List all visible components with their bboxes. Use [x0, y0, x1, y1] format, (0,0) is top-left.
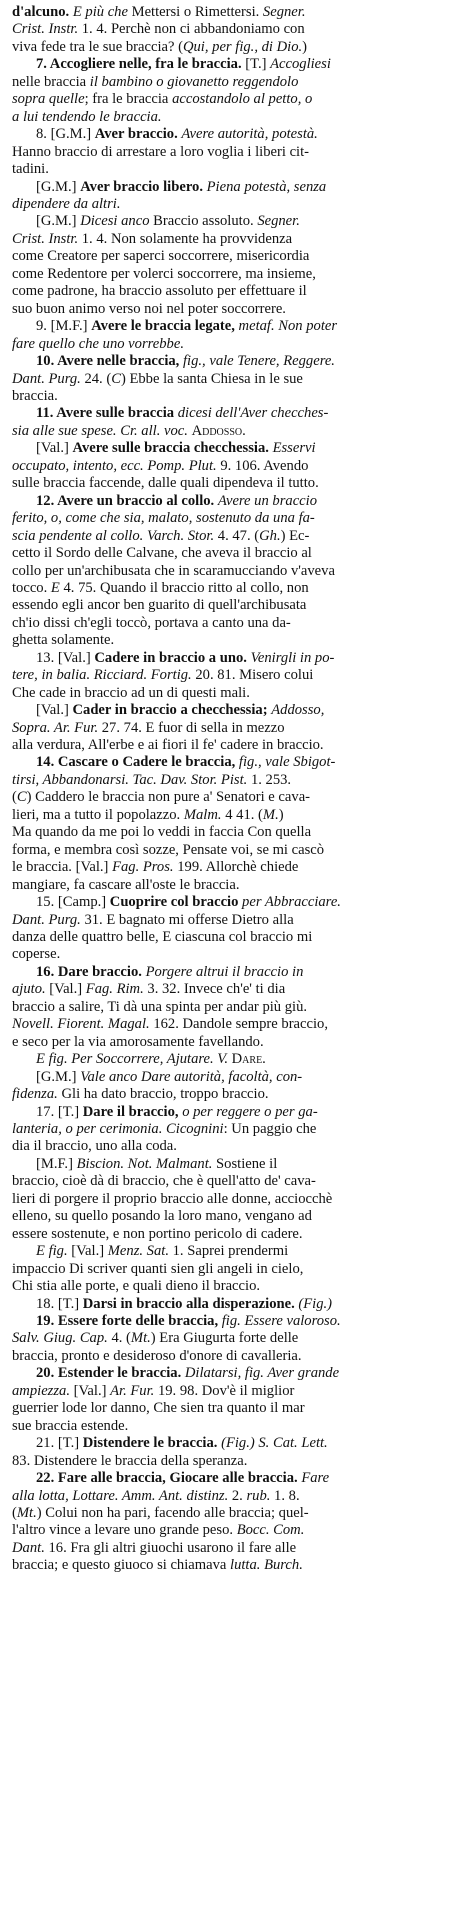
entry-text-segment: ) Ec- cetto il Sordo delle Calvane, che aveva il braccio al collo per un'archibusata che in scaramucciando v'aveva tocco.	[12, 527, 335, 596]
entry-text-segment: E fig. Per Soccorrere, Ajutare. V.	[36, 1051, 232, 1068]
dictionary-entry	[12, 126, 460, 178]
entry-text-segment: 1. 4. Non solamente ha provvidenza come Creatore per saperci soccorrere, misericordia come Redentore per volerci soccorrere, ma insieme, come padrone, ha braccio assoluto per effettuare il suo buon animo verso noi nel poter soccorrere.	[12, 230, 316, 317]
entry-text-segment: C	[111, 370, 121, 387]
entry-text-segment: E	[50, 579, 64, 596]
entry-text-segment: 7. Accogliere nelle, fra le braccia.	[36, 56, 246, 73]
entry-text-segment: ) Era Giugurta forte delle braccia, pronto e desideroso d'onore di cavalleria.	[12, 1330, 302, 1364]
entry-text-segment: 8. [G.M.]	[36, 126, 95, 143]
entry-text-segment: [Val.]	[49, 981, 86, 998]
entry-text-segment: [T.]	[245, 56, 271, 73]
entry-text-segment: [Val.]	[36, 440, 73, 457]
entry-text-segment: metaf. Non poter fare quello che uno vorrebbe.	[12, 318, 338, 352]
dictionary-entry	[12, 353, 460, 405]
entry-text-segment: Gh.	[259, 527, 281, 544]
entry-text-segment: (Fig.) S. Cat. Lett.	[221, 1435, 328, 1452]
entry-text-segment: Avere sulle braccia checchessia.	[72, 440, 273, 457]
entry-text-segment: 10. Avere nelle braccia,	[36, 353, 183, 370]
entry-text-segment: 199. Allorchè chiede mangiare, fa cascare all'oste le braccia.	[12, 859, 299, 893]
entry-text-segment: 1. 4. Perchè non ci abbandoniamo con viva fede tra le sue braccia? (	[12, 21, 305, 55]
entry-text-segment: Esservi occupato, intento, ecc. Pomp. Plut.	[12, 440, 316, 474]
entry-text-segment: Menz. Sat.	[107, 1243, 173, 1260]
dictionary-entry	[12, 493, 460, 650]
entry-text-segment: 1. Saprei prendermi impaccio Di scriver quanti sien gli angeli in cielo, Chi stia alle porte, e quali dieno il braccio.	[12, 1243, 304, 1295]
entry-text-segment: rub.	[246, 1487, 275, 1504]
entry-text-segment: 9. [M.F.]	[36, 318, 92, 335]
entry-text-segment: ) Colui non ha pari, facendo alle braccia; quel- l'altro vince a levare uno grande peso.	[12, 1504, 309, 1539]
entry-text-segment: 13. [Val.]	[36, 649, 95, 666]
entry-text-segment: 19. Essere forte delle braccia,	[36, 1312, 222, 1329]
dictionary-entry	[12, 1313, 460, 1365]
entry-text-segment: fig., vale Sbigot- tirsi, Abbandonarsi. Tac. Dav. Stor. Pist.	[12, 754, 336, 788]
entry-text-segment: 1. 253. (	[12, 771, 292, 806]
entry-text-segment: Aver braccio.	[94, 126, 182, 143]
dictionary-entry	[12, 1470, 460, 1575]
entry-text-segment: dicesi dell'Aver checches- sia alle sue spese. Cr. all. voc.	[12, 405, 329, 439]
dictionary-entry	[12, 1435, 460, 1470]
entry-text-segment: nelle braccia	[12, 73, 87, 90]
entry-text-segment: per Abbracciare. Dant. Purg.	[12, 894, 341, 928]
entry-text-segment: Fag. Rim.	[85, 981, 148, 998]
dictionary-entry	[12, 179, 460, 214]
entry-text-segment: 14. Cascare o Cadere le braccia,	[36, 754, 239, 771]
entry-text-segment: Aver braccio libero.	[80, 178, 207, 195]
dictionary-entry	[12, 1243, 460, 1295]
entry-text-segment: 16. Dare braccio.	[36, 963, 146, 980]
entry-text-segment: Vale anco Dare autorità, facoltà, con- fidenza.	[12, 1068, 303, 1103]
entry-text-segment: [Val.]	[71, 1243, 108, 1260]
entry-text-segment: Cadere in braccio a uno.	[94, 649, 251, 666]
entry-text-segment: Venirgli in po- tere, in balia. Ricciard. Fortig.	[12, 649, 335, 684]
entry-text-segment: E più che	[72, 4, 132, 20]
dictionary-entry	[12, 1051, 460, 1068]
entry-text-segment: Mt.	[16, 1504, 37, 1521]
entry-text-segment: Novell. Fiorent. Magal.	[12, 1016, 154, 1033]
entry-text-segment: 1. 8. (	[12, 1487, 300, 1521]
entry-text-segment: 31. E bagnato mi offerse Dietro alla danza delle quattro belle, E ciascuna col braccio mi coperse.	[12, 911, 313, 963]
entry-text-segment: Dilatarsi, fig. Aver grande ampiezza.	[12, 1365, 340, 1399]
entry-text-segment: Avere un braccio ferito, o, come che sia, malato, sostenuto da una fa- scia pendente al collo. Varch. Stor.	[12, 492, 318, 544]
entry-text-segment: 2.	[231, 1487, 247, 1504]
entry-text-segment: Darsi in braccio alla disperazione.	[82, 1295, 299, 1312]
entry-text-segment: 11. Avere sulle braccia	[36, 405, 178, 422]
entry-text-segment: Dare.	[231, 1051, 266, 1068]
entry-text-segment: 4 41. (	[225, 806, 263, 823]
entry-text-segment: 83. Distendere le braccia della speranza.	[12, 1452, 248, 1469]
dictionary-entry	[12, 405, 460, 440]
entry-text-segment: Malm.	[183, 806, 226, 823]
entry-text-segment: C	[16, 789, 27, 806]
entry-text-segment: 27. 74. E fuor di sella in mezzo alla verdura, All'erbe e ai fiori il fe' cadere in braccio.	[12, 719, 324, 754]
entry-text-segment: Piena potestà, senza dipendere da altri.	[12, 178, 327, 212]
entry-text-segment: fig., vale Tenere, Reggere. Dant. Purg.	[12, 353, 335, 387]
entry-text-segment: d'alcuno.	[12, 4, 73, 20]
entry-text-segment: 18. [T.]	[36, 1295, 83, 1312]
entry-text-segment: [Val.]	[36, 702, 73, 719]
entry-text-segment: 162. Dandole sempre braccio, e seco per la via amorosamente favellando.	[12, 1016, 328, 1050]
dictionary-entry	[12, 1365, 460, 1435]
entry-text-segment: 24. (	[84, 370, 112, 387]
entry-text-segment: Gli ha dato braccio, troppo braccio.	[61, 1086, 269, 1103]
dictionary-entry	[12, 4, 460, 56]
entry-text-segment: [M.F.]	[36, 1155, 77, 1172]
entry-text-segment: ) Caddero le braccia non pure a' Senatori e cava- lieri, ma a tutto il popolazzo.	[12, 789, 311, 823]
entry-text-segment: lutta. Burch.	[230, 1557, 303, 1574]
entry-text-segment: Braccio assoluto.	[153, 213, 258, 230]
entry-text-segment: Porgere altrui il braccio in ajuto.	[12, 963, 304, 998]
entry-text-segment: 20. Estender le braccia.	[36, 1365, 185, 1382]
entry-text-segment: 21. [T.]	[36, 1435, 83, 1452]
dictionary-entry	[12, 318, 460, 353]
entry-text-segment: 22. Fare alle braccia, Giocare alle braccia.	[36, 1470, 302, 1487]
entry-text-segment: Accogliesi	[270, 56, 331, 73]
entry-text-segment: 19. 98. Dov'è il miglior guerrier lode lor danno, Che sien tra quanto il mar sue braccia estende.	[12, 1382, 305, 1434]
entry-text-segment: Addosso, Sopra. Ar. Fur.	[12, 702, 325, 736]
entry-text-segment: [G.M.]	[36, 1068, 81, 1085]
entry-text-segment: Hanno braccio di arrestare a loro voglia i liberi cit- tadini.	[12, 143, 310, 178]
dictionary-entry	[12, 702, 460, 754]
entry-text-segment: Addosso.	[191, 422, 246, 439]
entry-text-segment: Dicesi anco	[80, 213, 154, 230]
entry-text-segment: Mettersi o Rimettersi.	[131, 4, 263, 20]
entry-text-segment: Sostiene il braccio, cioè dà di braccio, che è quell'atto de' cava- lieri di porgere il proprio braccio alle donne, acciocchè elleno, su quello posando la loro mano, vengano ad essere sostenute, e non portino pericolo di cadere.	[12, 1155, 333, 1242]
entry-text-segment: Avere le braccia legate,	[91, 318, 239, 335]
entry-text-segment: Dare il braccio,	[82, 1103, 183, 1120]
entry-text-segment: il bambino o giovanetto reggendolo sopra quelle	[12, 73, 299, 108]
entry-text-segment: accostandolo al petto, o a lui tendendo le braccia.	[12, 91, 313, 125]
entry-text-segment: 4. (	[111, 1330, 131, 1347]
dictionary-entry	[12, 894, 460, 964]
entry-text-segment: E fig.	[36, 1243, 72, 1260]
dictionary-entry	[12, 650, 460, 702]
dictionary-entry	[12, 1296, 460, 1313]
dictionary-entry	[12, 213, 460, 318]
entry-text-segment: Fare alla lotta, Lottare. Amm. Ant. distinz.	[12, 1470, 330, 1504]
entry-text-segment: [G.M.]	[36, 213, 81, 230]
entry-text-segment: Biscion. Not. Malmant.	[76, 1155, 217, 1172]
entry-text-segment: Avere autorità, potestà.	[181, 126, 318, 143]
entry-text-segment: ) Ebbe la santa Chiesa in le sue braccia.	[12, 370, 303, 404]
entry-text-segment: : Un paggio che dia il braccio, uno alla coda.	[12, 1121, 317, 1155]
entry-text-segment: fig. Essere valoroso. Salv. Giug. Cap.	[12, 1312, 341, 1347]
entry-text-segment: (Fig.)	[298, 1295, 333, 1312]
dictionary-entry	[12, 1156, 460, 1243]
entry-text-segment: 17. [T.]	[36, 1103, 83, 1120]
entry-text-segment: 9. 106. Avendo sulle braccia faccende, dalle quali dipendeva il tutto.	[12, 457, 319, 492]
entry-text-segment: 3. 32. Invece ch'e' ti dia braccio a salire, Ti dà una spinta per andar più giù.	[12, 981, 308, 1015]
entry-text-segment: 12. Avere un braccio al collo.	[36, 492, 218, 509]
entry-text-segment: Distendere le braccia.	[82, 1435, 222, 1452]
entry-text-segment: Ar. Fur.	[110, 1382, 158, 1399]
entry-text-segment: ; fra le braccia	[84, 91, 173, 108]
entry-text-segment: Cader in braccio a checchessia;	[72, 702, 272, 719]
dictionary-entry	[12, 1104, 460, 1156]
entry-text-segment: ) Ma quando da me poi lo veddi in faccia Con quella forma, e membra così sozze, Pensate voi, se mi cascò le braccia. [Val.]	[12, 806, 325, 876]
entry-text-segment: 20. 81. Misero colui Che cade in braccio ad un di questi mali.	[12, 667, 314, 701]
entry-text-segment: Mt.	[130, 1330, 151, 1347]
entry-text-segment: Qui, per fig., di Dio.	[182, 38, 303, 55]
entry-text-segment: 16. Fra gli altri giuochi usarono il fare alle braccia; e questo giuoco si chiamava	[12, 1539, 297, 1574]
dictionary-entry	[12, 1069, 460, 1104]
entry-text-segment: 4. 47. (	[217, 527, 260, 544]
entry-text-segment: o per reggere o per ga- lanteria, o per cerimonia. Cicognini	[12, 1103, 318, 1137]
dictionary-entry	[12, 56, 460, 126]
entry-text-segment: [G.M.]	[36, 178, 81, 195]
entry-text-segment: M.	[262, 806, 279, 823]
entry-text-segment: 15. [Camp.]	[36, 894, 110, 911]
entry-text-segment: Bocc. Com. Dant.	[12, 1522, 305, 1556]
entry-text-segment: Segner. Crist. Instr.	[12, 4, 306, 38]
entry-text-segment: )	[302, 38, 308, 55]
entry-text-segment: 4. 75. Quando il braccio ritto al collo, non essendo egli ancor ben guarito di quell'archibusata ch'io dissi ch'egli toccò, portava a canto una da- ghetta solamente.	[12, 579, 309, 649]
dictionary-entry	[12, 754, 460, 894]
dictionary-entry	[12, 440, 460, 492]
dictionary-entry	[12, 964, 460, 1051]
entry-text-segment: Cuoprire col braccio	[109, 894, 243, 911]
entry-text-segment: [Val.]	[73, 1382, 111, 1399]
entry-text-segment: Fag. Pros.	[112, 859, 178, 876]
entry-text-segment: Segner. Crist. Instr.	[12, 213, 300, 247]
